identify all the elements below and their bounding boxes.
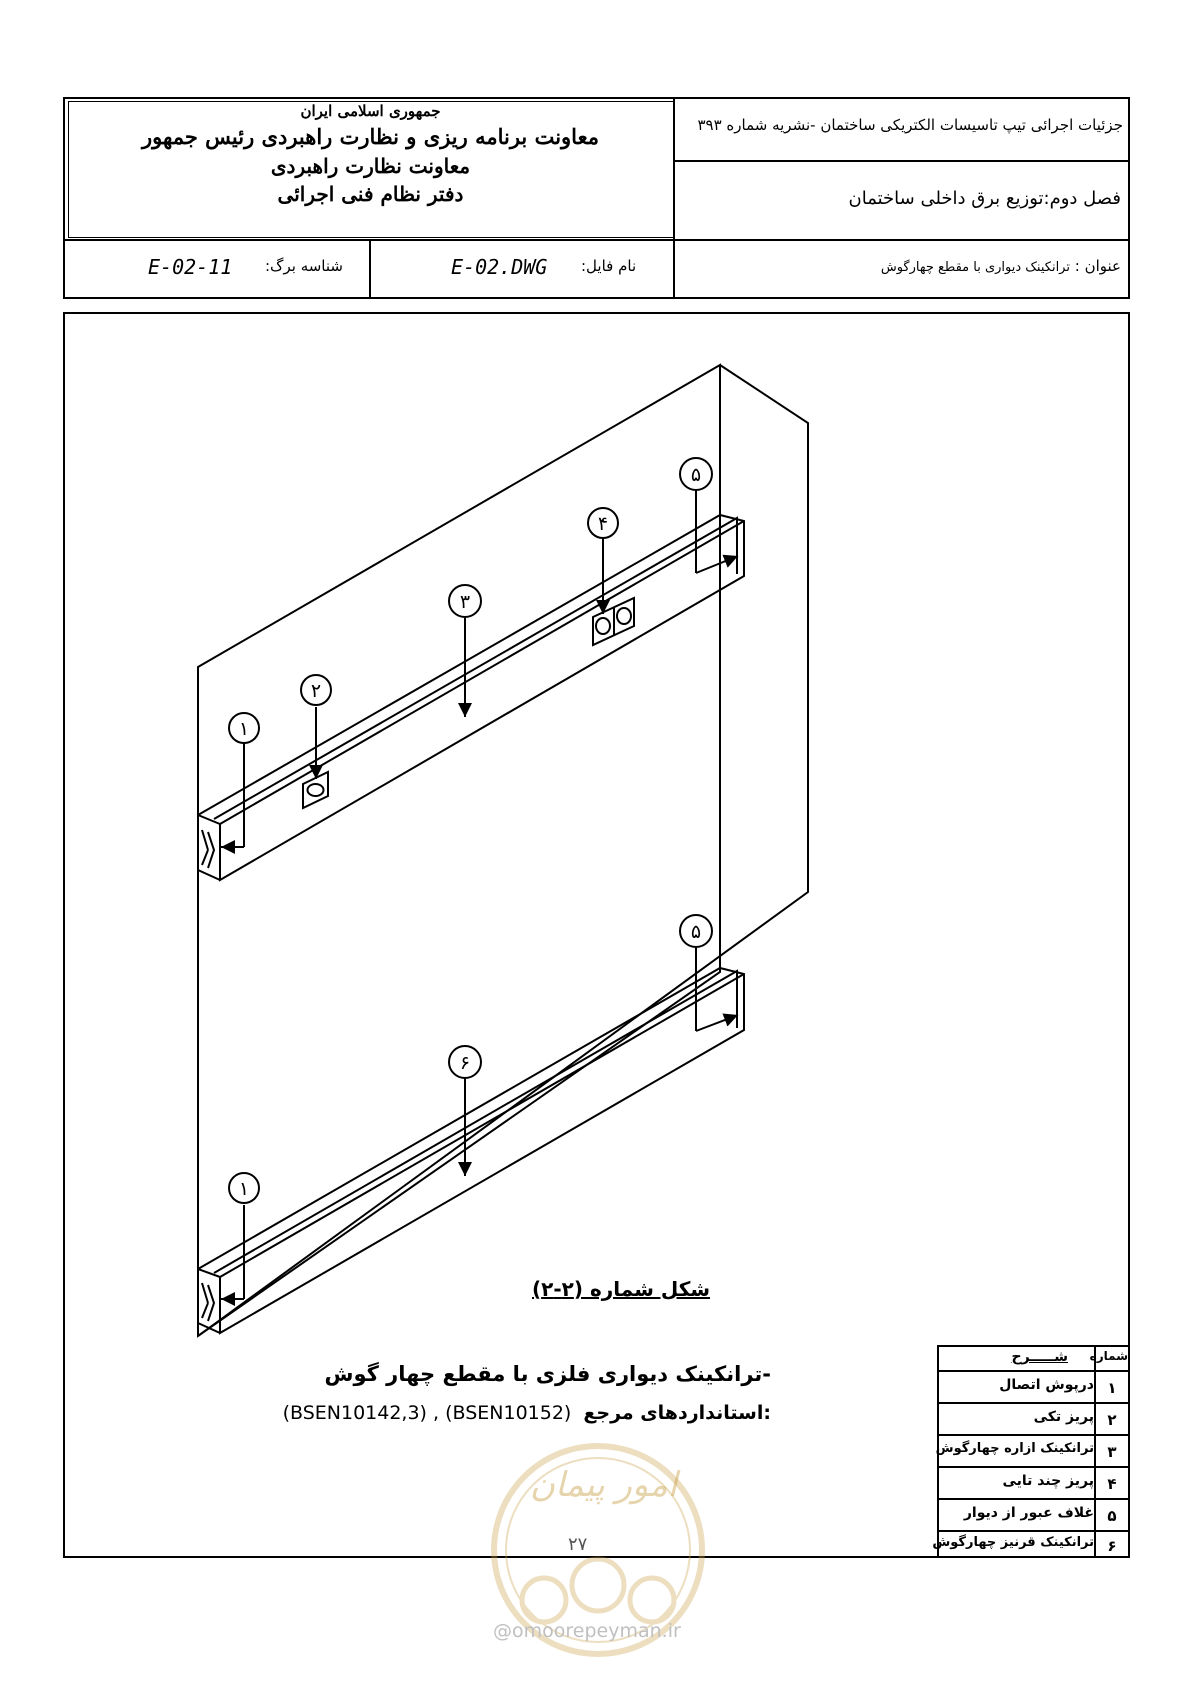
standards-line	[283, 1402, 771, 1424]
legend-row	[932, 1530, 1128, 1558]
callout-label: ١	[238, 718, 250, 740]
at-icon: @	[493, 1620, 512, 1642]
legend-table	[932, 1345, 1130, 1558]
title-value: ترانکینک دیواری با مقطع چهارگوش	[880, 260, 1070, 275]
legend-row-num: ۵	[1107, 1507, 1117, 1525]
figure-caption: شکل شماره (۲-۲)	[531, 1277, 710, 1301]
legend-row-desc: پریز تکی	[1033, 1409, 1094, 1425]
title-label: عنوان :	[1074, 257, 1121, 275]
watermark-url-text: omoorepeyman.ir	[512, 1620, 681, 1642]
legend-row-num: ٢	[1107, 1411, 1117, 1429]
legend-row	[939, 1466, 1128, 1498]
legend-row	[935, 1434, 1128, 1466]
wall-thickness	[198, 365, 808, 1336]
legend-row	[939, 1498, 1128, 1530]
callout-label: ۴	[597, 513, 609, 535]
legend-row-desc: غلاف عبور از دیوار	[963, 1505, 1094, 1521]
watermark-url	[493, 1620, 681, 1642]
chapter-title: فصل دوم:توزیع برق داخلی ساختمان	[848, 188, 1121, 209]
leader-5-top-h	[696, 556, 738, 573]
callout-label: ٢	[310, 680, 322, 702]
legend-row-num: ۴	[1107, 1475, 1117, 1493]
callout-label: ۶	[459, 1052, 471, 1074]
leader-5-bottom-h	[696, 1015, 738, 1031]
legend-row	[939, 1370, 1128, 1402]
standards-value: (BSEN10142,3) , (BSEN10152)	[282, 1402, 572, 1424]
org-line3: معاونت نظارت راهبردی	[270, 154, 471, 178]
file-name-label: نام فایل:	[581, 257, 637, 275]
legend-header-num: شماره	[1089, 1349, 1128, 1363]
legend-row	[939, 1402, 1128, 1434]
legend-row-desc: درپوش اتصال	[999, 1377, 1094, 1393]
wall-outline	[198, 365, 720, 1336]
legend-row-desc: ترانکینک ازاره چهارگوش	[935, 1441, 1094, 1456]
legend-row-num: ٣	[1107, 1443, 1117, 1461]
legend-row-num: ۶	[1107, 1537, 1117, 1555]
sheet-id-label: شناسه برگ:	[265, 257, 343, 275]
org-line1: جمهوری اسلامی ایران	[300, 102, 441, 120]
callout-label: ۵	[690, 921, 702, 943]
callout-label: ١	[238, 1178, 250, 1200]
watermark-logo-text: امور پیمان	[530, 1465, 678, 1505]
org-line2: معاونت برنامه ریزی و نظارت راهبردی رئیس جمهور	[142, 124, 599, 149]
legend-row-desc: ترانکینک قرنیز چهارگوش	[932, 1535, 1094, 1550]
file-name-value: E-02.DWG	[451, 255, 548, 279]
legend-header	[939, 1347, 1128, 1370]
publication-title: جزئیات اجرائی تیپ تاسیسات الکتریکی ساختمان -نشریه شماره ۳۹۳	[697, 116, 1123, 134]
callout-label: ٣	[459, 591, 471, 613]
legend-header-desc: شـــــرح	[1011, 1349, 1068, 1365]
callout-label: ۵	[690, 464, 702, 486]
sheet-id-value: E-02-11	[148, 255, 233, 279]
standards-label: استانداردهای مرجع:	[583, 1402, 771, 1424]
upper-trunking	[198, 515, 744, 880]
org-line4: دفتر نظام فنی اجرائی	[277, 182, 464, 206]
page-number: ٢٧	[568, 1534, 588, 1555]
legend-row-num: ١	[1107, 1379, 1117, 1397]
figure-description: -ترانکینک دیواری فلزی با مقطع چهار گوش	[324, 1362, 771, 1386]
legend-row-desc: پریز چند تایی	[1002, 1473, 1094, 1489]
